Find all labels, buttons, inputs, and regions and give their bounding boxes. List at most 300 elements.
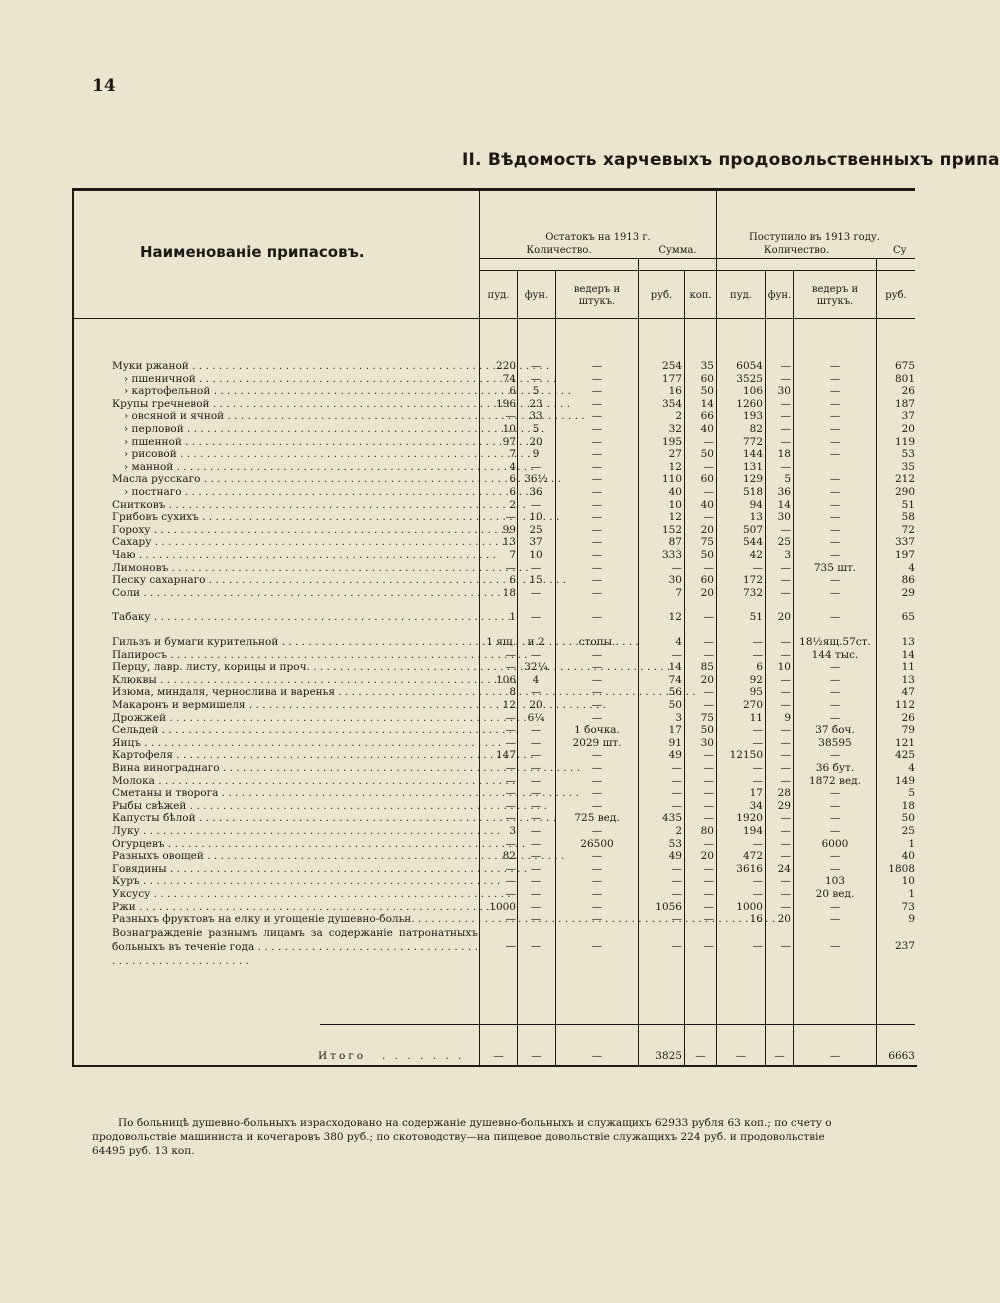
table-cell: — [591, 574, 603, 587]
table-cell: — [780, 574, 791, 587]
table-cell: 4 [908, 762, 915, 774]
table-row [0, 461, 915, 474]
table-cell: 86 [901, 574, 915, 587]
row-label: Гильзъ и бумаги курительной . . . [112, 636, 478, 649]
row-label: Говядины . . . [112, 863, 478, 876]
table-cell: 518 [742, 486, 763, 498]
table-cell: 801 [894, 372, 915, 385]
table-cell: — [530, 724, 542, 737]
total-cell: 6663 [888, 1050, 915, 1062]
table-cell: 106 [495, 673, 516, 686]
row-label: Перцу, лавр. листу, корицы и проч. . . . [112, 661, 478, 674]
table-cell: 7 [509, 549, 516, 561]
table-cell: 6 [509, 486, 516, 498]
table-cell: — [703, 511, 714, 524]
table-cell: 6 [509, 385, 516, 398]
table-cell: 1000 [736, 900, 763, 913]
row-label: Муки ржаной . . . [112, 360, 478, 373]
table-cell: 49 [668, 850, 682, 863]
table-row [0, 549, 915, 562]
table-cell: — [591, 939, 603, 952]
table-cell: — [505, 812, 516, 825]
table-cell: 82 [749, 423, 763, 435]
table-cell: — [591, 460, 603, 473]
table-cell: 40 [700, 423, 714, 435]
table-cell: 5 [532, 423, 540, 435]
table-cell: 3616 [736, 862, 763, 875]
table-cell: 72 [901, 523, 915, 536]
footer-line: 64495 руб. 13 коп. [92, 1145, 195, 1157]
header-sum: Сумма. [658, 245, 697, 256]
table-cell: 50 [700, 385, 714, 398]
table-cell: — [530, 913, 542, 926]
table-cell: — [591, 648, 603, 661]
table-cell: — [505, 561, 516, 574]
table-row [0, 674, 915, 687]
table-cell: 12150 [729, 749, 763, 762]
table-row [0, 724, 915, 737]
total-cell: — [591, 1050, 603, 1062]
table-cell: — [703, 799, 714, 812]
table-cell: 32 [668, 423, 682, 435]
total-cell: — [695, 1050, 706, 1062]
table-cell: — [703, 460, 714, 473]
table-cell: 425 [894, 749, 915, 762]
table-cell: 544 [742, 536, 763, 549]
table-cell: 1 [908, 837, 915, 850]
table-cell: 1808 [888, 862, 915, 875]
table-cell: — [591, 511, 603, 524]
table-cell: — [829, 749, 841, 762]
table-cell: — [752, 888, 763, 900]
table-cell: 5 [908, 787, 915, 800]
table-cell: 10 [502, 423, 516, 435]
table-cell: 333 [661, 549, 682, 561]
table-cell: 103 [824, 875, 846, 888]
table-row [0, 712, 915, 725]
table-cell: — [530, 825, 542, 837]
table-cell: 11 [749, 711, 763, 724]
row-label: Клюквы . . . [112, 674, 478, 687]
table-cell: 6¼ [527, 711, 545, 724]
table-cell: — [591, 586, 603, 599]
table-cell: 87 [668, 536, 682, 549]
header-quantity: Количество. [526, 245, 592, 256]
table-cell: — [530, 686, 542, 699]
row-label: Крупы гречневой . . . [112, 398, 478, 411]
row-label: Яицъ . . . [112, 737, 478, 750]
table-cell: — [591, 486, 603, 498]
table-cell: 4 [675, 636, 682, 648]
table-cell: — [780, 586, 791, 599]
table-cell: 152 [661, 523, 682, 536]
table-cell: 194 [742, 825, 763, 837]
table-cell: 97 [502, 435, 516, 448]
table-cell: — [703, 561, 714, 574]
row-label: Луку . . . [112, 825, 478, 838]
table-cell: — [591, 686, 603, 699]
row-label: Вина винограднаго . . . [112, 762, 478, 775]
table-cell: — [505, 648, 516, 661]
table-cell: стопы. [578, 636, 616, 648]
table-cell: 10 [901, 875, 915, 888]
table-cell: 144 тыс. [811, 648, 859, 661]
table-cell: — [703, 862, 714, 875]
table-row [0, 775, 915, 788]
table-cell: 20 [700, 673, 714, 686]
row-label: › рисовой . . . [124, 448, 478, 461]
table-cell: — [780, 749, 791, 762]
table-cell: — [530, 586, 542, 599]
row-label: › постнаго . . . [124, 486, 478, 499]
row-label: › перловой . . . [124, 423, 478, 436]
table-cell: — [530, 787, 542, 800]
table-row [0, 737, 915, 750]
table-cell: 20 [700, 586, 714, 599]
table-cell: — [505, 888, 516, 900]
table-row [0, 926, 915, 954]
table-cell: — [780, 423, 791, 435]
table-cell: — [591, 900, 603, 913]
row-label: Разныхъ фруктовъ на елку и угощеніе душевно-больн. . . . [112, 913, 478, 926]
table-cell: — [703, 875, 714, 888]
table-cell: — [530, 648, 542, 661]
table-cell: — [829, 397, 841, 410]
table-row [0, 373, 915, 386]
table-cell: — [752, 774, 763, 787]
table-cell: 147 [495, 749, 516, 762]
table-cell: — [829, 448, 841, 461]
table-cell: 13 [502, 536, 516, 549]
header-buckets: ведеръ и штукъ. [573, 284, 621, 307]
table-cell: 131 [742, 460, 763, 473]
table-row [0, 473, 915, 486]
table-cell: 7 [675, 586, 682, 599]
table-cell: — [530, 360, 542, 372]
row-label: Дрожжей . . . [112, 712, 478, 725]
table-cell: 95 [749, 686, 763, 699]
table-cell: — [829, 939, 841, 952]
table-cell: 33 [529, 410, 543, 423]
table-cell: 15 [529, 574, 543, 587]
table-row [0, 762, 915, 775]
total-cell: 3825 [655, 1050, 682, 1062]
table-cell: 40 [700, 498, 714, 511]
total-rule [320, 1024, 915, 1025]
page-title: II. Вѣдомость харчевыхъ продовольственныхъ припа [462, 150, 1000, 170]
table-cell: — [780, 825, 791, 837]
table-cell: 66 [700, 410, 714, 423]
table-cell: — [505, 511, 516, 524]
table-cell: 121 [894, 736, 915, 749]
table-cell: 60 [700, 473, 714, 486]
table-cell: 3 [675, 711, 682, 724]
table-cell: 1 бочка. [574, 724, 620, 737]
table-cell: 73 [901, 900, 915, 913]
table-cell: — [829, 549, 841, 561]
table-cell: — [829, 812, 841, 825]
table-cell: 13 [901, 636, 915, 648]
table-cell: — [829, 586, 841, 599]
table-cell: 12 [668, 511, 682, 524]
row-label: Гороху . . . [112, 524, 478, 537]
total-dots: . . . . . . . [382, 1050, 465, 1062]
table-cell: — [530, 611, 542, 624]
table-cell: 1872 вед. [809, 774, 861, 787]
table-row [0, 838, 915, 851]
table-cell: — [591, 448, 603, 461]
table-cell: — [530, 774, 542, 787]
table-cell: — [505, 913, 516, 926]
table-cell: 20 [777, 611, 791, 624]
table-cell: 10 [529, 511, 543, 524]
table-cell: — [703, 611, 714, 624]
table-cell: — [505, 711, 516, 724]
table-cell: — [671, 913, 682, 926]
table-cell: 58 [901, 511, 915, 524]
table-cell: — [505, 762, 516, 774]
table-cell: — [530, 749, 542, 762]
table-cell: 6054 [736, 360, 763, 372]
table-cell: — [703, 888, 714, 900]
table-cell: — [780, 410, 791, 423]
table-cell: — [829, 498, 841, 511]
total-cell: — [829, 1050, 841, 1062]
table-cell: 9 [908, 913, 915, 926]
table-cell: 20 [901, 423, 915, 435]
table-cell: — [530, 372, 542, 385]
table-cell: — [703, 913, 714, 926]
table-cell: — [780, 648, 791, 661]
table-cell: 30 [777, 511, 791, 524]
row-label: Вознагражденіе разнымъ лицамъ за содержаніе патронатныхъ больныхъ въ теченіе года . . . [112, 926, 478, 954]
row-label: Молока . . . [112, 775, 478, 788]
row-label: Уксусу . . . [112, 888, 478, 901]
table-cell: 24 [777, 862, 791, 875]
table-cell: 14 [668, 661, 682, 674]
table-cell: 35 [901, 460, 915, 473]
table-cell: — [591, 561, 603, 574]
table-cell: — [703, 837, 714, 850]
table-cell: 53 [901, 448, 915, 461]
table-cell: — [591, 523, 603, 536]
table-cell: 16 [668, 385, 682, 398]
table-cell: 82 [502, 850, 516, 863]
table-row [0, 636, 915, 649]
table-cell: 30 [700, 736, 714, 749]
table-cell: 20 вед. [815, 888, 855, 900]
table-cell: 79 [901, 724, 915, 737]
table-cell: — [703, 787, 714, 800]
table-row [0, 800, 915, 813]
header-received: Поступило въ 1913 году. [749, 232, 880, 243]
total-row [0, 1050, 915, 1063]
table-cell: — [780, 888, 791, 900]
table-row [0, 875, 915, 888]
table-cell: — [591, 385, 603, 398]
table-cell: 17 [749, 787, 763, 800]
table-cell: 26500 [580, 837, 614, 850]
table-cell: — [780, 523, 791, 536]
table-row [0, 385, 915, 398]
row-label: Картофеля . . . [112, 749, 478, 762]
row-label: Макаронъ и вермишеля . . . [112, 699, 478, 712]
table-cell: 9 [532, 448, 540, 461]
table-cell: 92 [749, 673, 763, 686]
table-cell: 172 [742, 574, 763, 587]
table-cell: 18½ящ.57ст. [799, 636, 871, 648]
table-cell: — [591, 749, 603, 762]
row-label: Табаку . . . [112, 611, 478, 624]
table-cell: — [829, 825, 841, 837]
table-cell: 60 [700, 372, 714, 385]
table-cell: — [780, 460, 791, 473]
table-cell: 47 [901, 686, 915, 699]
table-cell: — [591, 699, 603, 711]
table-cell: — [780, 360, 791, 372]
table-row [0, 863, 915, 876]
header-pud: пуд. [487, 290, 510, 301]
table-cell: — [671, 787, 682, 800]
table-cell: — [591, 850, 603, 863]
table-cell: 354 [661, 397, 682, 410]
table-cell: — [780, 900, 791, 913]
table-cell: — [829, 486, 841, 498]
table-cell: 195 [661, 435, 682, 448]
table-row [0, 913, 915, 926]
table-cell: — [829, 661, 841, 674]
table-cell: 337 [894, 536, 915, 549]
table-cell: 675 [894, 360, 915, 372]
table-cell: — [780, 561, 791, 574]
table-cell: — [752, 939, 763, 952]
table-cell: 25 [901, 825, 915, 837]
table-cell: 14 [901, 648, 915, 661]
table-row [0, 661, 915, 674]
table-cell: — [829, 473, 841, 486]
table-cell: 106 [742, 385, 763, 398]
table-cell: 4 [509, 460, 516, 473]
table-cell: — [780, 850, 791, 863]
table-cell: — [829, 611, 841, 624]
table-cell: 4 [532, 673, 540, 686]
table-cell: 3525 [736, 372, 763, 385]
table-cell: — [530, 900, 542, 913]
table-cell: — [703, 435, 714, 448]
table-cell: — [505, 774, 516, 787]
table-cell: 51 [749, 611, 763, 624]
header-remainder: Остатокъ на 1913 г. [545, 232, 651, 243]
table-cell: 10 [529, 549, 543, 561]
table-cell: 5 [532, 385, 540, 398]
table-row [0, 562, 915, 575]
table-cell: — [591, 536, 603, 549]
table-cell: 1260 [736, 397, 763, 410]
table-cell: — [703, 762, 714, 774]
table-cell: — [829, 523, 841, 536]
table-cell: 5 [784, 473, 791, 486]
table-cell: — [530, 939, 542, 952]
table-cell: 2 [675, 825, 682, 837]
table-row [0, 486, 915, 499]
table-row [0, 825, 915, 838]
table-cell: 99 [502, 523, 516, 536]
table-cell: 16 [749, 913, 763, 926]
table-cell: — [530, 812, 542, 825]
table-cell: 18 [502, 586, 516, 599]
table-cell: — [829, 360, 841, 372]
table-cell: — [780, 636, 791, 648]
table-cell: 50 [901, 812, 915, 825]
table-cell: 30 [777, 385, 791, 398]
page-number: 14 [92, 76, 116, 96]
table-cell: — [591, 661, 603, 674]
table-cell: — [752, 762, 763, 774]
table-cell: — [780, 699, 791, 711]
table-row [0, 410, 915, 423]
table-cell: 7 [509, 448, 516, 461]
table-cell: 1 [908, 888, 915, 900]
header-buckets-2: ведеръ и штукъ. [811, 284, 859, 307]
table-cell: — [703, 686, 714, 699]
table-cell: — [671, 875, 682, 888]
table-cell: — [780, 397, 791, 410]
table-cell: — [505, 939, 516, 952]
table-cell: 74 [502, 372, 516, 385]
table-row [0, 398, 915, 411]
table-cell: 65 [901, 611, 915, 624]
table-cell: 13 [749, 511, 763, 524]
table-cell: 20 [529, 699, 543, 711]
table-cell: 6 [509, 574, 516, 587]
table-cell: 196 [495, 397, 516, 410]
table-cell: 80 [700, 825, 714, 837]
table-cell: 42 [749, 549, 763, 561]
header-divider-2 [480, 270, 915, 271]
table-cell: 30 [668, 574, 682, 587]
table-row [0, 448, 915, 461]
header-rub-2: руб. [885, 290, 907, 301]
table-cell: — [505, 724, 516, 737]
table-cell: 18 [777, 448, 791, 461]
table-cell: 75 [700, 711, 714, 724]
table-cell: 12 [502, 699, 516, 711]
table-cell: 6 [756, 661, 763, 674]
table-cell: — [829, 850, 841, 863]
table-cell: 119 [894, 435, 915, 448]
table-row [0, 524, 915, 537]
table-cell: 129 [742, 473, 763, 486]
table-cell: 36 [529, 486, 543, 498]
table-row [0, 888, 915, 901]
table-row [0, 511, 915, 524]
table-cell: — [829, 787, 841, 800]
table-cell: — [671, 762, 682, 774]
table-cell: 60 [700, 574, 714, 587]
table-row [0, 574, 915, 587]
table-cell: 12 [668, 611, 682, 624]
table-cell: 237 [894, 939, 915, 952]
table-cell: — [591, 875, 603, 888]
table-cell: — [752, 648, 763, 661]
table-cell: — [530, 460, 542, 473]
table-cell: — [671, 561, 682, 574]
row-label: › пшеничной . . . [124, 373, 478, 386]
table-cell: 10 [777, 661, 791, 674]
table-cell: 149 [894, 774, 915, 787]
table-cell: 177 [661, 372, 682, 385]
table-cell: — [829, 574, 841, 587]
